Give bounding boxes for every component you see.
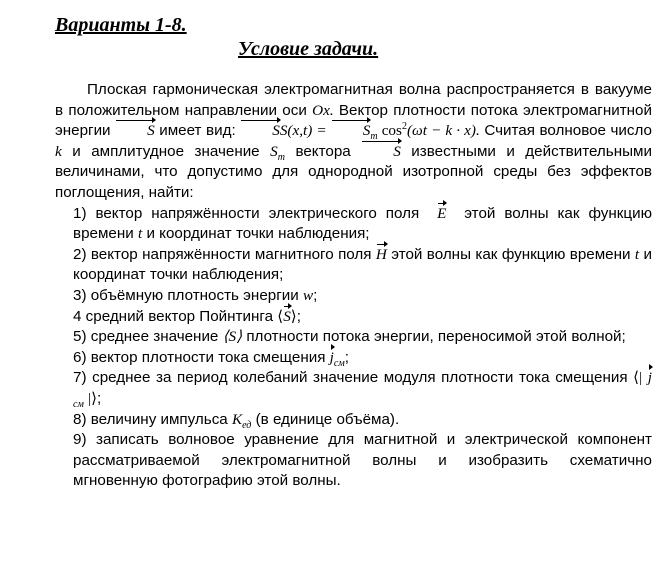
item-7-text-c: ;	[97, 389, 102, 407]
item-1-text-b: этой волны как функцию времени	[73, 204, 652, 243]
item-4-bracket-open: ⟨	[277, 307, 284, 325]
list-item-8	[55, 410, 652, 431]
intro-text-2: Вектор плотности потока электромагнитной энергии	[55, 101, 652, 140]
item-7-text-a: 7) среднее за период колебаний значение модуля плотности тока смещения	[73, 369, 628, 387]
list-item-2	[55, 245, 652, 286]
intro-text-7: известными и действительными величинами, что допустимо для однородной изотропной среды без эффектов поглощения, найти:	[55, 142, 652, 201]
poynting-formula	[240, 121, 480, 143]
intro-text-3: имеет вид:	[159, 122, 236, 140]
list-item-1	[55, 204, 652, 245]
amplitude-letter: S	[270, 142, 278, 160]
intro-paragraph	[55, 80, 652, 204]
formula-sub-m: m	[370, 131, 378, 143]
list-item-9	[55, 430, 652, 492]
item-2-symbol: H	[376, 245, 387, 266]
item-2-text-a: 2) вектор напряжённости магнитного поля	[73, 245, 372, 263]
item-6-subscript: см	[333, 357, 345, 369]
vector-s-symbol: S	[361, 142, 401, 163]
item-6-text-c: ;	[344, 348, 349, 366]
wave-number-symbol: k	[55, 142, 62, 160]
item-3-text-a: 3) объёмную плотность энергии	[73, 286, 299, 304]
amplitude-sub: m	[277, 151, 285, 163]
item-3-text-c: ;	[313, 286, 318, 304]
item-8-text-c: (в единице объёма).	[255, 410, 400, 428]
intro-text-6: вектора	[295, 142, 351, 160]
item-5-text-a: 5) среднее значение	[73, 328, 219, 346]
item-2-time-symbol: t	[634, 245, 640, 263]
item-7-subscript: см	[73, 398, 84, 410]
item-8-text-a: 8) величину импульса	[73, 410, 228, 428]
amplitude-symbol	[270, 142, 285, 163]
list-item-6	[55, 348, 652, 369]
list-item-5	[55, 327, 652, 348]
formula-cos: cos	[377, 122, 402, 140]
formula-argument: (ωt − k · x).	[406, 122, 480, 140]
item-4-text-a: 4 средний вектор Пойнтинга	[73, 307, 274, 325]
item-1-time-symbol: t	[137, 225, 143, 243]
item-5-symbol: ⟨S⟩	[222, 328, 243, 346]
problem-condition-heading: Условие задачи.	[238, 38, 379, 60]
problem-text	[55, 80, 652, 492]
item-7-bracket-open: ⟨|	[633, 369, 643, 387]
item-2-text-c: и координат точки наблюдения;	[73, 245, 652, 284]
item-8-subscript: ед	[242, 419, 252, 431]
poynting-vector-symbol: S	[115, 121, 155, 142]
list-item-4	[55, 307, 652, 328]
intro-text-1: Плоская гармоническая электромагнитная волна распространяется в вакууме в положительном направлении оси	[55, 81, 652, 119]
formula-s-vector: S	[240, 121, 280, 142]
formula-lhs: S(x,t) =	[279, 122, 331, 140]
item-1-text-c: и координат точки наблюдения;	[146, 225, 370, 243]
item-8-symbol: K	[231, 410, 243, 428]
list-item-3	[55, 286, 652, 307]
intro-text-5: и амплитудное значение	[72, 142, 260, 160]
item-2-text-b: этой волны как функцию времени	[391, 245, 631, 263]
list-item-7	[55, 368, 652, 409]
formula-sup-2: 2	[401, 121, 407, 133]
axis-symbol: Ox.	[312, 101, 334, 119]
intro-text-4: Считая волновое число	[484, 122, 652, 140]
item-1-symbol: E	[437, 204, 446, 225]
item-7-bracket-close: |⟩	[88, 389, 98, 407]
item-7-symbol: j	[648, 368, 652, 389]
item-4-text-c: ;	[296, 307, 301, 325]
item-9-text: 9) записать волновое уравнение для магнитной и электрической компонент рассматриваемой электромагнитной волны и изобразить схематично мгновенную фотографию этой волны.	[73, 431, 652, 490]
item-6-text-a: 6) вектор плотности тока смещения	[73, 348, 326, 366]
item-3-symbol: w	[302, 286, 314, 304]
variants-heading: Варианты 1-8.	[55, 14, 187, 36]
item-4-bracket-close: ⟩	[290, 307, 297, 325]
item-1-text-a: 1) вектор напряжённости электрического поля	[73, 204, 420, 222]
formula-sm-vector: S	[331, 121, 371, 142]
item-5-text-c: плотности потока энергии, переносимой этой волной;	[246, 328, 626, 346]
item-4-symbol: S	[283, 307, 291, 328]
item-6-symbol: j	[330, 348, 334, 369]
